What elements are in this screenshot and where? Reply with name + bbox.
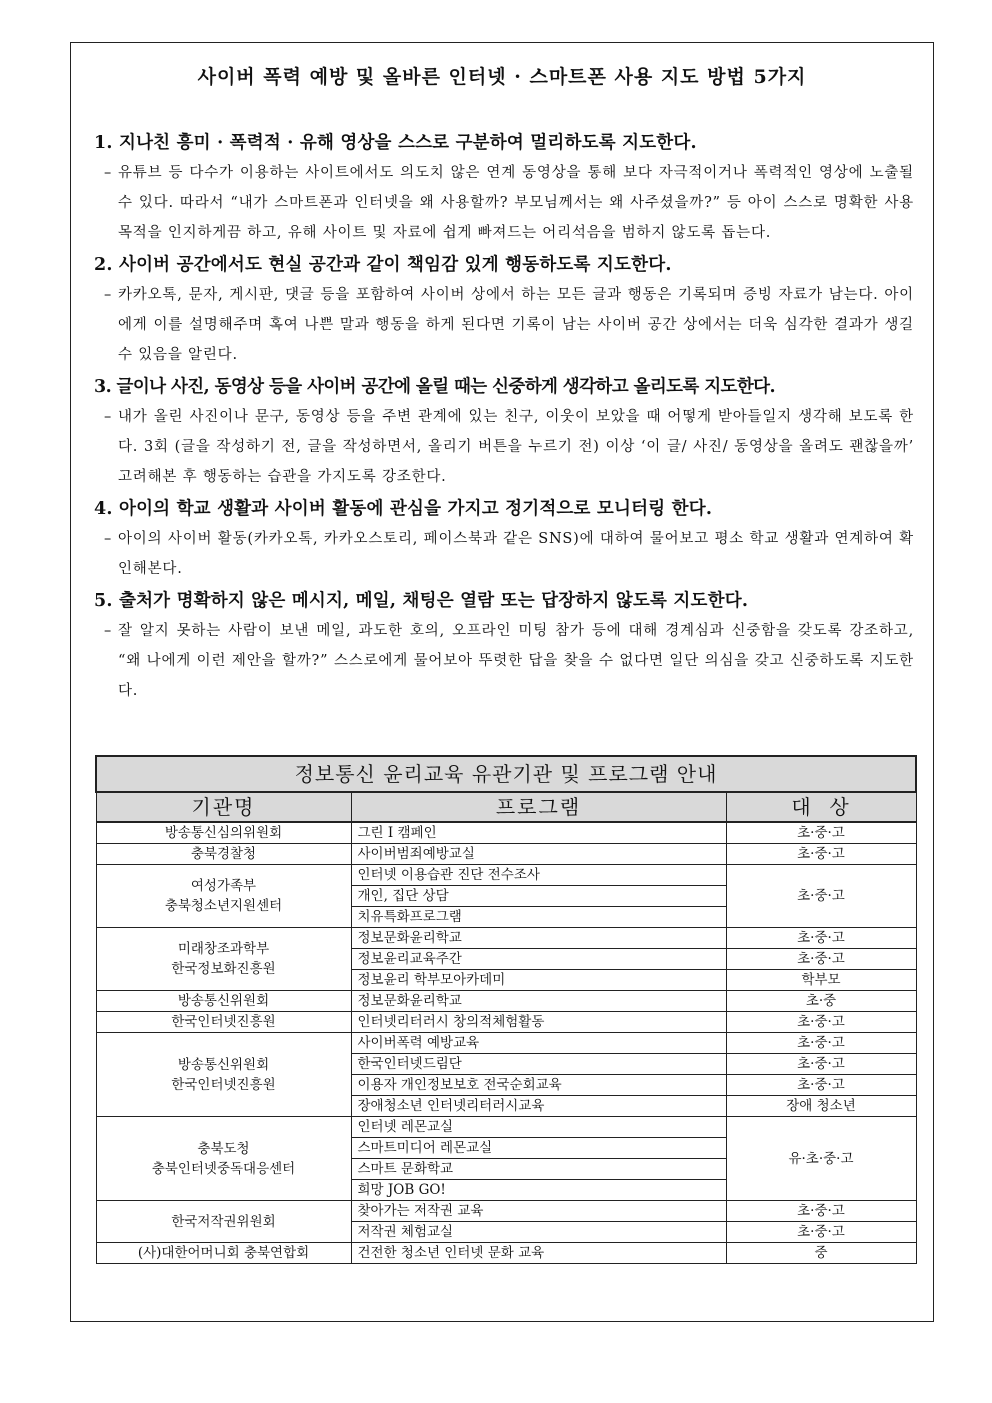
section-heading: 2. 사이버 공간에서도 현실 공간과 같이 책임감 있게 행동하도록 지도한다.: [94, 255, 672, 275]
table-row: [96, 1012, 916, 1033]
program-cell: 개인, 집단 상담: [351, 886, 726, 907]
program-cell: 희망 JOB GO!: [351, 1180, 726, 1201]
org-name-line: (사)대한어머니회 충북연합회: [137, 1245, 310, 1261]
dash-marker: –: [104, 623, 113, 639]
target-cell: 초·중·고: [726, 1033, 916, 1054]
program-cell: 정보문화윤리학교: [351, 928, 726, 949]
header-org: 기관명: [96, 792, 351, 822]
org-name-cell: [96, 1033, 351, 1117]
program-cell: 인터넷 레몬교실: [351, 1117, 726, 1138]
program-cell: 정보윤리 학부모아카데미: [351, 970, 726, 991]
org-name-cell: 방송통신위원회: [96, 991, 351, 1012]
org-name-line: 충북도청: [197, 1140, 250, 1157]
org-name-cell: 한국인터넷진흥원: [96, 1012, 351, 1033]
section-body: [94, 280, 914, 370]
target-cell: 중: [726, 1243, 916, 1264]
section-body: [94, 524, 914, 584]
program-cell: 그린 I 캠페인: [351, 822, 726, 844]
section-3: [94, 372, 914, 492]
org-name-cell: [96, 844, 351, 865]
section-heading: 4. 아이의 학교 생활과 사이버 활동에 관심을 가지고 정기적으로 모니터링 한다.: [94, 499, 713, 519]
program-cell: 한국인터넷드림단: [351, 1054, 726, 1075]
guidance-sections: [94, 128, 914, 708]
org-name-line: 한국정보화진흥원: [171, 961, 276, 977]
dash-marker: –: [104, 409, 113, 425]
org-name-cell: [96, 822, 351, 844]
org-name-cell: [96, 865, 351, 928]
section-heading: 5. 출처가 명확하지 않은 메시지, 메일, 채팅은 열람 또는 답장하지 않도록 지도한다.: [94, 591, 749, 611]
table-header-row: [96, 792, 916, 822]
org-name-line: 한국인터넷진흥원: [171, 1076, 276, 1093]
table-caption: 정보통신 윤리교육 유관기관 및 프로그램 안내: [96, 756, 916, 792]
org-name-line: 방송통신위원회: [177, 1056, 270, 1073]
org-name-line: 충북청소년지원센터: [164, 898, 283, 914]
section-body: [94, 402, 914, 492]
org-name-cell: [96, 1243, 351, 1264]
org-name-line: 방송통신심의위원회: [164, 825, 283, 841]
header-target: 대 상: [726, 792, 916, 822]
org-name-line: 여성가족부: [190, 878, 257, 894]
target-cell: 유·초·중·고: [726, 1117, 916, 1201]
program-cell: 정보문화윤리학교: [351, 991, 726, 1012]
target-cell: 초·중·고: [726, 1075, 916, 1096]
section-heading: 1. 지나친 흥미 · 폭력적 · 유해 영상을 스스로 구분하여 멀리하도록 지도한다.: [94, 133, 697, 153]
section-body: [94, 158, 914, 248]
section-text: 내가 올린 사진이나 문구, 동영상 등을 주변 관계에 있는 친구, 이웃이 보았을 때 어떻게 받아들일지 생각해 보도록 한다. 3회 (글을 작성하기 전, 글을 작성하면서, 올리기 버튼을 누르기 전) 이상 ‘이 글/ 사진/ 동영상을 올려도 괜찮을까’ 고려해본 후 행동하는 습관을 가지도록 강조한다.: [118, 409, 914, 485]
program-cell: 이용자 개인정보보호 전국순회교육: [351, 1075, 726, 1096]
program-cell: 장애청소년 인터넷리터러시교육: [351, 1096, 726, 1117]
program-cell: 치유특화프로그램: [351, 907, 726, 928]
target-cell: 초·중·고: [726, 822, 916, 844]
section-text: 아이의 사이버 활동(카카오톡, 카카오스토리, 페이스북과 같은 SNS)에 대하여 물어보고 평소 학교 생활과 연계하여 확인해본다.: [118, 531, 914, 577]
target-cell: 초·중: [726, 991, 916, 1012]
table-row: [96, 928, 916, 949]
table-row: [96, 1243, 916, 1264]
program-cell: 정보윤리교육주간: [351, 949, 726, 970]
dash-marker: –: [104, 531, 113, 547]
program-cell: 사이버폭력 예방교육: [351, 1033, 726, 1054]
program-cell: 건전한 청소년 인터넷 문화 교육: [351, 1243, 726, 1264]
target-cell: 초·중·고: [726, 928, 916, 949]
target-cell: 초·중·고: [726, 844, 916, 865]
program-cell: 저작권 체험교실: [351, 1222, 726, 1243]
program-cell: 인터넷리터러시 창의적체험활동: [351, 1012, 726, 1033]
target-cell: 초·중·고: [726, 865, 916, 928]
org-name-cell: [96, 928, 351, 991]
section-5: [94, 586, 914, 706]
table-row: [96, 1201, 916, 1222]
section-heading: 3. 글이나 사진, 동영상 등을 사이버 공간에 올릴 때는 신중하게 생각하고 올리도록 지도한다.: [94, 377, 775, 397]
table-row: [96, 991, 916, 1012]
target-cell: 초·중·고: [726, 1054, 916, 1075]
program-cell: 인터넷 이용습관 진단 전수조사: [351, 865, 726, 886]
org-name-line: 충북경찰청: [190, 846, 257, 862]
target-cell: 초·중·고: [726, 1222, 916, 1243]
program-cell: 스마트미디어 레몬교실: [351, 1138, 726, 1159]
target-cell: 초·중·고: [726, 1012, 916, 1033]
target-cell: 초·중·고: [726, 1201, 916, 1222]
table-row: [96, 865, 916, 886]
table-body: [96, 822, 916, 1264]
header-program: 프로그램: [351, 792, 726, 822]
target-cell: 장애 청소년: [726, 1096, 916, 1117]
org-name-line: 충북인터넷중독대응센터: [151, 1160, 296, 1177]
table-row: [96, 844, 916, 865]
program-cell: 사이버범죄예방교실: [351, 844, 726, 865]
program-table: [95, 755, 917, 1264]
section-body: [94, 616, 914, 706]
section-4: [94, 494, 914, 584]
table-row: [96, 1117, 916, 1138]
table-row: [96, 822, 916, 844]
program-cell: 스마트 문화학교: [351, 1159, 726, 1180]
document-title: 사이버 폭력 예방 및 올바른 인터넷 · 스마트폰 사용 지도 방법 5가지: [197, 66, 807, 88]
target-cell: 초·중·고: [726, 949, 916, 970]
org-name-cell: [96, 1117, 351, 1201]
section-1: [94, 128, 914, 248]
dash-marker: –: [104, 165, 113, 181]
org-name-line: 미래창조과학부: [177, 941, 270, 957]
target-cell: 학부모: [726, 970, 916, 991]
table-row: [96, 1033, 916, 1054]
section-text: 잘 알지 못하는 사람이 보낸 메일, 과도한 호의, 오프라인 미팅 참가 등에 대해 경계심과 신중함을 갖도록 강조하고, “왜 나에게 이런 제안을 할까?” 스스로에게 물어보아 뚜렷한 답을 찾을 수 없다면 일단 의심을 갖고 신중하도록 지도한다.: [118, 623, 914, 699]
program-table-wrapper: [95, 755, 915, 1264]
section-text: 카카오톡, 문자, 게시판, 댓글 등을 포함하여 사이버 상에서 하는 모든 글과 행동은 기록되며 증빙 자료가 남는다. 아이에게 이를 설명해주며 혹여 나쁜 말과 행동을 하게 된다면 기록이 남는 사이버 공간 상에서는 더욱 심각한 결과가 생길 수 있음을 알린다.: [118, 287, 914, 363]
org-name-line: 한국저작권위원회: [171, 1213, 276, 1230]
dash-marker: –: [104, 287, 113, 303]
org-name-cell: [96, 1201, 351, 1243]
section-2: [94, 250, 914, 370]
section-text: 유튜브 등 다수가 이용하는 사이트에서도 의도치 않은 연계 동영상을 통해 보다 자극적이거나 폭력적인 영상에 노출될 수 있다. 따라서 “내가 스마트폰과 인터넷을 왜 사용할까? 부모님께서는 왜 사주셨을까?” 등 아이 스스로 명확한 사용 목적을 인지하게끔 하고, 유해 사이트 및 자료에 쉽게 빠져드는 어리석음을 범하지 않도록 돕는다.: [118, 165, 914, 241]
program-cell: 찾아가는 저작권 교육: [351, 1201, 726, 1222]
